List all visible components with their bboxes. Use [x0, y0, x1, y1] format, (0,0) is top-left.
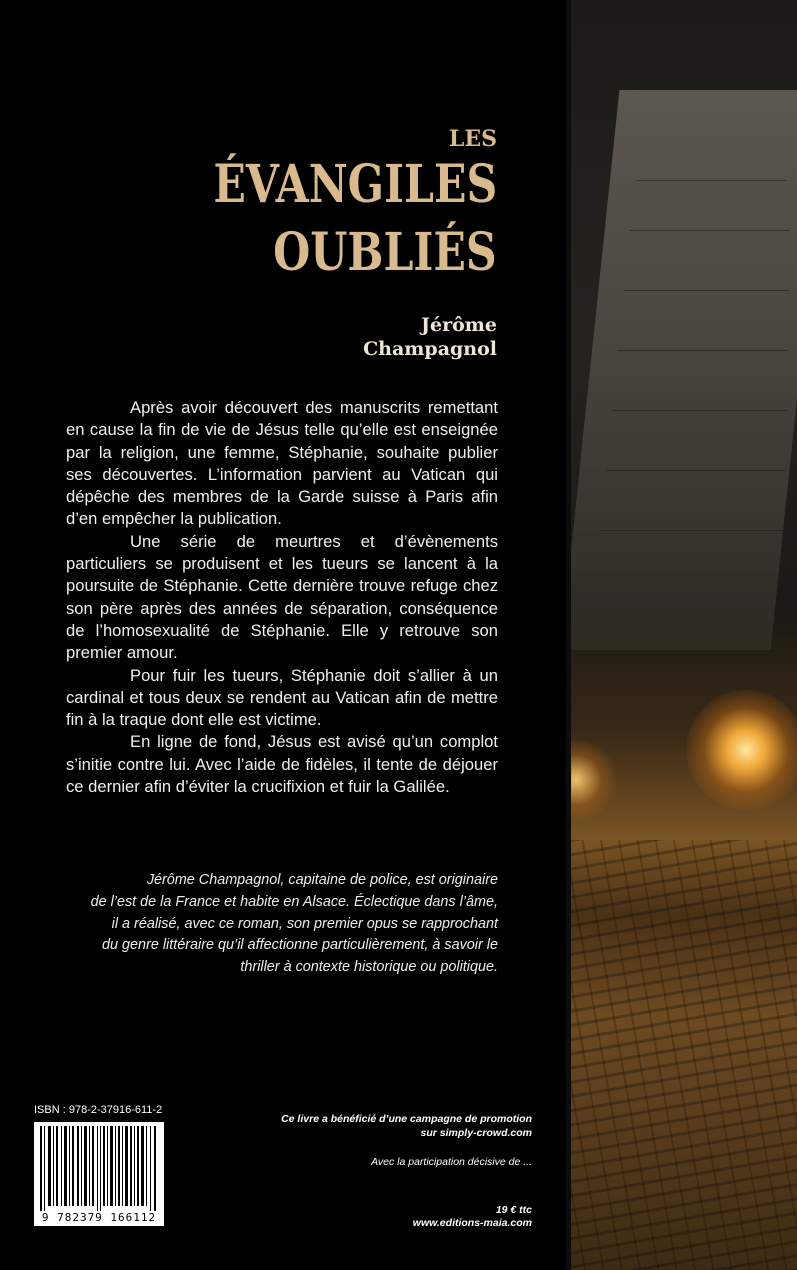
title-line-oublies: OUBLIÉS — [273, 222, 497, 283]
bio-line: de l’est de la France et habite en Alsace. Éclectique dans l’âme, — [90, 893, 498, 910]
bio-line: il a réalisé, avec ce roman, son premier opus se rapprochant — [111, 915, 498, 932]
street-lamp-glow — [686, 690, 797, 810]
barcode — [34, 1122, 164, 1226]
price: 19 € ttc — [495, 1204, 532, 1216]
cover-photo-band — [566, 0, 797, 1270]
author-last-name: Champagnol — [363, 338, 497, 360]
promo-line-1: Ce livre a bénéficié d’une campagne de promotion — [281, 1113, 532, 1125]
bio-line: Jérôme Champagnol, capitaine de police, est originaire — [146, 872, 498, 888]
synopsis — [66, 397, 498, 798]
bio-line: du genre littéraire qu’il affectionne particulièrement, à savoir le — [102, 937, 498, 954]
barcode-number: 9 782379 166112 — [34, 1211, 164, 1224]
publisher-website: www.editions-maia.com — [412, 1217, 532, 1229]
bio-line: thriller à contexte historique ou politique. — [240, 959, 498, 976]
title-line-les: LES — [448, 126, 497, 152]
isbn-label: ISBN : 978-2-37916-611-2 — [34, 1104, 163, 1116]
book-pages-image — [566, 90, 797, 650]
synopsis-paragraph: Après avoir découvert des manuscrits remettant en cause la fin de vie de Jésus telle qu’elle est enseignée par la religion, une femme, Stéphanie, souhaite publier ses découvertes. L’information parvient au Vatican qui dépêche des membres de la Garde suisse à Paris afin d’en empêcher la publication. — [66, 398, 498, 529]
title-line-evangiles: ÉVANGILES — [213, 154, 497, 215]
author-first-name: Jérôme — [421, 314, 497, 336]
promo-line-2: sur simply-crowd.com — [420, 1127, 532, 1139]
author-bio — [66, 870, 498, 979]
synopsis-paragraph: Une série de meurtres et d’évènements particuliers se produisent et les tueurs se lancent à la poursuite de Stéphanie. Cette dernière trouve refuge chez son père après des années de séparation, conséquence de l’homosexualité de Stéphanie. Elle y retrouve son premier amour. — [66, 531, 498, 663]
synopsis-paragraph: En ligne de fond, Jésus est avisé qu’un complot s’initie contre lui. Avec l’aide de fidèles, il tente de déjouer ce dernier afin d’éviter la crucifixion et fuir la Galilée. — [66, 732, 498, 797]
synopsis-paragraph: Pour fuir les tueurs, Stéphanie doit s’allier à un cardinal et tous deux se rendent au Vatican afin de mettre fin à la traque dont elle est victime. — [66, 665, 498, 730]
cobblestone-square — [566, 840, 797, 1270]
promo-participation: Avec la participation décisive de ... — [371, 1156, 532, 1168]
